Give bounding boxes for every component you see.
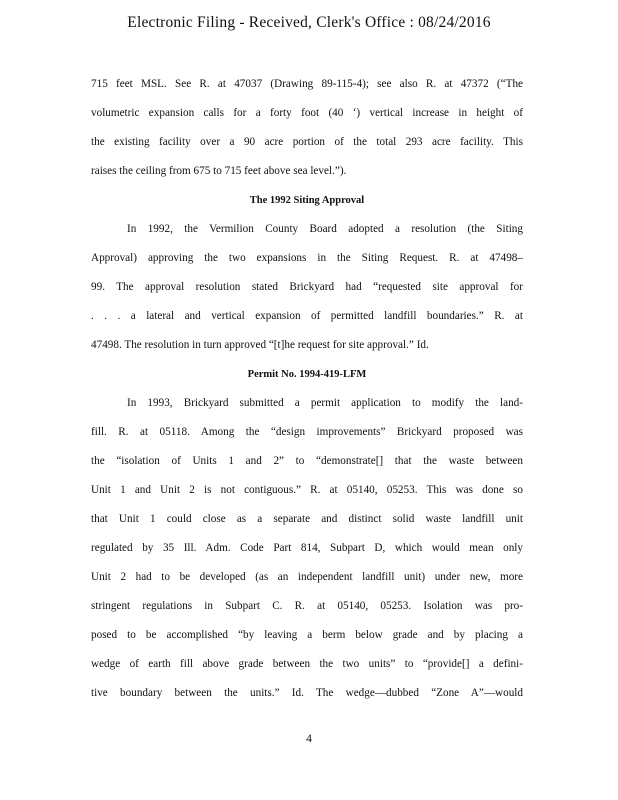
text-line: Unit 1 and Unit 2 is not contiguous.” R. at 05140, 05253. This was done so [91, 484, 523, 496]
document-body [91, 70, 523, 708]
text-line: the existing facility over a 90 acre portion of the total 293 acre facility. This [91, 136, 523, 148]
text-line: Unit 2 had to be developed (as an independent landfill unit) under new, more [91, 571, 523, 583]
page-number: 4 [306, 731, 312, 745]
filing-header: Electronic Filing - Received, Clerk's Office : 08/24/2016 [127, 14, 491, 31]
text-line: fill. R. at 05118. Among the “design improvements” Brickyard proposed was [91, 426, 523, 438]
section-heading: The 1992 Siting Approval [249, 195, 365, 206]
text-line: that Unit 1 could close as a separate and distinct solid waste landfill unit [91, 513, 523, 525]
text-line: wedge of earth fill above grade between the two units” to “provide[] a defini- [91, 658, 523, 670]
text-line: volumetric expansion calls for a forty foot (40 ‘) vertical increase in height of [91, 107, 523, 119]
text-line: Approval) approving the two expansions in the Siting Request. R. at 47498– [91, 252, 523, 264]
text-line: In 1992, the Vermilion County Board adopted a resolution (the Siting [127, 223, 523, 235]
text-line: In 1993, Brickyard submitted a permit application to modify the land- [127, 397, 523, 409]
text-line: stringent regulations in Subpart C. R. at 05140, 05253. Isolation was pro- [91, 600, 523, 612]
section-heading: Permit No. 1994-419-LFM [247, 369, 367, 380]
text-line: tive boundary between the units.” Id. The wedge—dubbed “Zone A”—would [91, 687, 523, 699]
text-line: 99. The approval resolution stated Brickyard had “requested site approval for [91, 281, 523, 293]
text-line: . . . a lateral and vertical expansion of permitted landfill boundaries.” R. at [91, 310, 523, 322]
text-line: 715 feet MSL. See R. at 47037 (Drawing 89-115-4); see also R. at 47372 (“The [91, 78, 523, 90]
text-line: regulated by 35 Ill. Adm. Code Part 814, Subpart D, which would mean only [91, 542, 523, 554]
text-line: the “isolation of Units 1 and 2” to “demonstrate[] that the waste between [91, 455, 523, 467]
text-line: posed to be accomplished “by leaving a berm below grade and by placing a [91, 629, 523, 641]
text-line: raises the ceiling from 675 to 715 feet above sea level.”). [91, 165, 347, 177]
text-line: 47498. The resolution in turn approved “[t]he request for site approval.” Id. [91, 339, 429, 351]
